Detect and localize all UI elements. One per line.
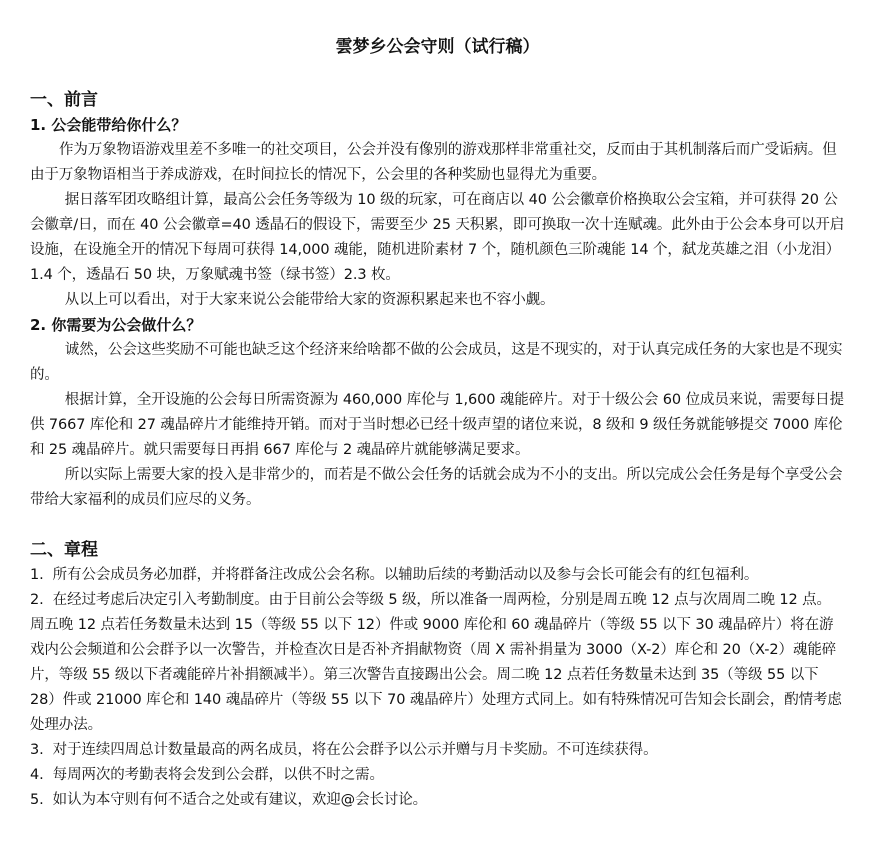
q2-paragraph-2: 根据计算，全开设施的公会每日所需资源为 460,000 库伦与 1,600 魂能碎片。对于十级公会 60 位成员来说，需要每日提供 7667 库伦和 27 魂晶碎片才能维持开销。而对于当时想必已经十级声望的诸位来说，8 级和 9 级任务就能够提交 7000 库伦和 25 魂晶碎片。就只需要每日再捐 667 库伦与 2 魂晶碎片就能够满足要求。	[30, 392, 844, 458]
charter-item-1-number: 1.	[30, 567, 44, 583]
document-title: 雲梦乡公会守则（试行稿）	[335, 37, 540, 57]
charter-item-2-number: 2.	[30, 592, 44, 608]
charter-item-4	[30, 763, 845, 788]
charter-item-5-text: 如认为本守则有何不适合之处或有建议，欢迎@会长讨论。	[52, 792, 428, 808]
charter-item-3-number: 3.	[30, 742, 44, 758]
q2-heading: 2. 你需要为公会做什么？	[30, 316, 202, 334]
charter-item-5	[30, 788, 845, 813]
preface-section	[30, 88, 845, 513]
q2-paragraph-3: 所以实际上需要大家的投入是非常少的，而若是不做公会任务的话就会成为不小的支出。所以完成公会任务是每个享受公会带给大家福利的成员们应尽的义务。	[30, 467, 843, 508]
q1-paragraph-3: 从以上可以看出，对于大家来说公会能带给大家的资源积累起来也不容小觑。	[64, 292, 555, 308]
charter-item-3	[30, 738, 845, 763]
q1-paragraph-1: 作为万象物语游戏里差不多唯一的社交项目，公会并没有像别的游戏那样非常重社交，反而由于其机制落后而广受诟病。但由于万象物语相当于养成游戏，在时间拉长的情况下，公会里的各种奖励也显得尤为重要。	[30, 142, 837, 183]
charter-item-2-text: 在经过考虑后决定引入考勤制度。由于目前公会等级 5 级，所以准备一周两检，分别是周五晚 12 点与次周周二晚 12 点。周五晚 12 点若任务数量未达到 15（等级 55 以下 12）件或 9000 库伦和 60 魂晶碎片（等级 55 以下 30 魂晶碎片）将在游戏内公会频道和公会群予以一次警告，并检查次日是否补齐捐献物资（周 X 需补捐量为 3000（X-2）库仑和 20（X-2）魂能碎片，等级 55 级以下者魂能碎片补捐额减半）。第三次警告直接踢出公会。周二晚 12 点若任务数量未达到 35（等级 55 以下 28）件或 21000 库仑和 140 魂晶碎片（等级 55 以下 70 魂晶碎片）处理方式同上。如有特殊情况可告知会长副会，酌情考虑处理办法。	[30, 592, 842, 733]
q1-heading: 1. 公会能带给你什么？	[30, 116, 187, 134]
charter-item-2	[30, 588, 845, 738]
section-spacer	[30, 513, 845, 538]
charter-item-4-number: 4.	[30, 767, 44, 783]
charter-item-3-text: 对于连续四周总计数量最高的两名成员，将在公会群予以公示并赠与月卡奖励。不可连续获得。	[52, 742, 658, 758]
charter-item-4-text: 每周两次的考勤表将会发到公会群，以供不时之需。	[52, 767, 384, 783]
preface-heading: 一、前言	[30, 90, 98, 110]
charter-section	[30, 538, 845, 813]
q1-paragraph-2: 据日落军团攻略组计算，最高公会任务等级为 10 级的玩家，可在商店以 40 公会徽章价格换取公会宝箱，并可获得 20 公会徽章/日，而在 40 公会徽章=40 透晶石的假设下，需要至少 25 天积累，即可换取一次十连赋魂。此外由于公会本身可以开启设施，在设施全开的情况下每周可获得 14,000 魂能，随机进阶素材 7 个，随机颜色三阶魂能 14 个，弑龙英雄之泪（小龙泪）1.4 个，透晶石 50 块，万象赋魂书签（绿书签）2.3 枚。	[30, 192, 845, 283]
q2-paragraph-1: 诚然，公会这些奖励不可能也缺乏这个经济来给啥都不做的公会成员，这是不现实的，对于认真完成任务的大家也是不现实的。	[30, 342, 843, 383]
charter-item-1-text: 所有公会成员务必加群，并将群备注改成公会名称。以辅助后续的考勤活动以及参与会长可能会有的红包福利。	[52, 567, 759, 583]
charter-item-1	[30, 563, 845, 588]
charter-heading: 二、章程	[30, 540, 98, 560]
charter-item-5-number: 5.	[30, 792, 44, 808]
